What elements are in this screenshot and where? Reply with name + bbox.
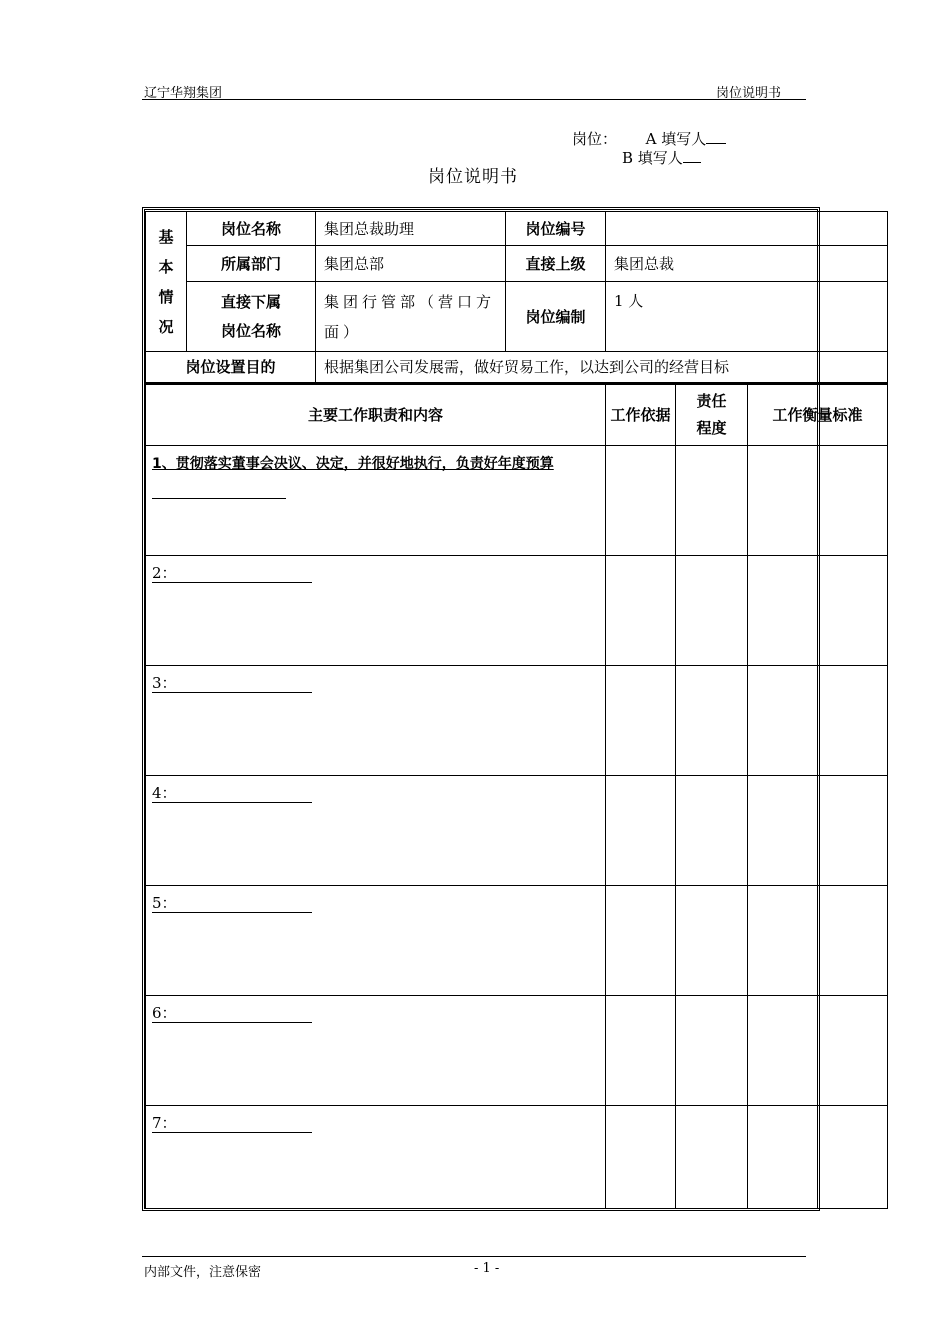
duty-content-cell[interactable] [146, 996, 606, 1106]
duty-responsibility-cell[interactable] [676, 776, 748, 886]
filler-a-blank [706, 129, 726, 144]
dept-value: 集团总部 [316, 246, 506, 282]
duty-basis-cell[interactable] [606, 886, 676, 996]
page-number: - 1 - [474, 1261, 500, 1276]
filler-b-label: B 填写人 [622, 149, 683, 167]
dept-label: 所属部门 [187, 246, 316, 282]
duty-text: 5： [152, 894, 312, 913]
duty-row [146, 446, 888, 556]
subordinate-value: 集团行管部（营口方面） [316, 282, 506, 352]
duty-row [146, 886, 888, 996]
superior-value: 集团总裁 [606, 246, 888, 282]
duty-row [146, 996, 888, 1106]
header-doc-type: 岗位说明书 [716, 86, 782, 101]
meta-line-a [572, 128, 726, 149]
purpose-value: 根据集团公司发展需，做好贸易工作，以达到公司的经营目标 [316, 352, 888, 384]
header-rule [142, 99, 806, 100]
duty-text: 1、贯彻落实董事会决议、决定，并很好地执行，负责好年度预算 [152, 456, 554, 472]
duty-standard-cell[interactable] [748, 556, 888, 666]
duty-basis-cell[interactable] [606, 996, 676, 1106]
duty-responsibility-cell[interactable] [676, 996, 748, 1106]
header-company: 辽宁华翔集团 [144, 86, 223, 101]
duty-text: 7： [152, 1114, 312, 1133]
duty-basis-cell[interactable] [606, 1106, 676, 1209]
duty-row [146, 1106, 888, 1209]
meta-line-b [622, 147, 701, 168]
job-description-table [145, 211, 888, 1209]
job-code-label: 岗位编号 [506, 212, 606, 246]
duty-responsibility-cell[interactable] [676, 1106, 748, 1209]
duty-content-header: 主要工作职责和内容 [146, 384, 606, 446]
headcount-value: 1 人 [606, 282, 888, 352]
duty-responsibility-cell[interactable] [676, 666, 748, 776]
job-name-label: 岗位名称 [187, 212, 316, 246]
duty-basis-cell[interactable] [606, 776, 676, 886]
duty-text: 2： [152, 564, 312, 583]
duty-standard-cell[interactable] [748, 886, 888, 996]
duty-content-cell[interactable] [146, 776, 606, 886]
page-title: 岗位说明书 [428, 167, 518, 187]
duty-responsibility-header: 责任 程度 [676, 384, 748, 446]
filler-b-blank [683, 148, 701, 163]
duty-content-cell[interactable] [146, 666, 606, 776]
duty-text: 6： [152, 1004, 312, 1023]
duty-standard-cell[interactable] [748, 446, 888, 556]
duty-responsibility-cell[interactable] [676, 886, 748, 996]
duty-basis-header: 工作依据 [606, 384, 676, 446]
position-label: 岗位： [572, 130, 618, 148]
basic-info-section-label: 基 本 情 况 [146, 212, 187, 352]
subordinate-label: 直接下属 岗位名称 [187, 282, 316, 352]
duty-content-cell[interactable] [146, 556, 606, 666]
duty-basis-cell[interactable] [606, 666, 676, 776]
duty-standard-cell[interactable] [748, 666, 888, 776]
duty-row [146, 666, 888, 776]
duty-standard-cell[interactable] [748, 996, 888, 1106]
duty-content-cell[interactable] [146, 446, 606, 556]
duty-text: 4： [152, 784, 312, 803]
duty-responsibility-cell[interactable] [676, 446, 748, 556]
footer-rule [142, 1256, 806, 1257]
job-code-value [606, 212, 888, 246]
filler-a-label: A 填写人 [645, 130, 707, 148]
duty-text: 3： [152, 674, 312, 693]
job-name-value: 集团总裁助理 [316, 212, 506, 246]
duty-responsibility-cell[interactable] [676, 556, 748, 666]
duty-content-cell[interactable] [146, 1106, 606, 1209]
purpose-label: 岗位设置目的 [146, 352, 316, 384]
duty-standard-cell[interactable] [748, 776, 888, 886]
headcount-label: 岗位编制 [506, 282, 606, 352]
duty-row [146, 556, 888, 666]
duty-standard-header: 工作衡量标准 [748, 384, 888, 446]
duty-basis-cell[interactable] [606, 556, 676, 666]
superior-label: 直接上级 [506, 246, 606, 282]
duty-row [146, 776, 888, 886]
duty-standard-cell[interactable] [748, 1106, 888, 1209]
duty-content-cell[interactable] [146, 886, 606, 996]
footer-note: 内部文件，注意保密 [144, 1265, 262, 1280]
duty-basis-cell[interactable] [606, 446, 676, 556]
